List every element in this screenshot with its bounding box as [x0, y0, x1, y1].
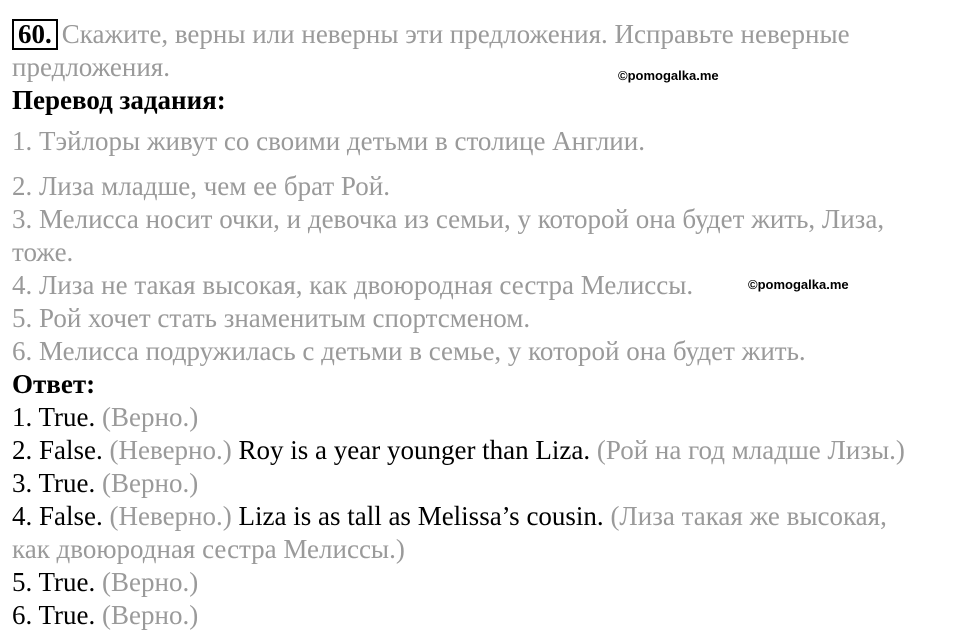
answer-heading: Ответ: [12, 369, 96, 399]
answer-6-en: 6. True. [12, 600, 96, 630]
watermark-middle: ©pomogalka.me [748, 277, 849, 292]
answer-2 [12, 434, 952, 467]
answer-4-correction-en: Liza is as tall as Melissa’s cousin. [238, 501, 604, 531]
translation-heading: Перевод задания: [12, 85, 226, 115]
answer-2-ru: (Неверно.) [109, 435, 232, 465]
answer-3-en: 3. True. [12, 468, 96, 498]
task-number: 60. [12, 19, 58, 50]
answer-4-correction-ru: (Лиза такая же высокая, [610, 501, 887, 531]
statement-2: 2. Лиза младше, чем ее брат Рой. [12, 171, 390, 201]
statement-6: 6. Мелисса подружилась с детьми в семье, у которой она будет жить. [12, 336, 806, 366]
answer-5-ru: (Верно.) [102, 567, 199, 597]
task-instruction-line1: Скажите, верны или неверны эти предложения. Исправьте неверные [61, 19, 850, 49]
answer-4-correction-ru-line2: как двоюродная сестра Мелиссы.) [12, 534, 405, 564]
answer-4-en: 4. False. [12, 501, 103, 531]
statement-5: 5. Рой хочет стать знаменитым спортсменом. [12, 303, 531, 333]
answer-1-ru: (Верно.) [102, 402, 199, 432]
answer-6 [12, 599, 952, 632]
answer-1-en: 1. True. [12, 402, 96, 432]
answer-6-ru: (Верно.) [102, 600, 199, 630]
statement-3-line2: тоже. [12, 237, 74, 267]
document-page [12, 18, 952, 632]
answer-1 [12, 401, 952, 434]
watermark-top: ©pomogalka.me [618, 68, 719, 83]
task-header [12, 18, 952, 51]
answer-2-en: 2. False. [12, 435, 103, 465]
statement-4: 4. Лиза не такая высокая, как двоюродная сестра Мелиссы. [12, 270, 694, 300]
task-instruction-line2: предложения. [12, 52, 170, 82]
answer-5-en: 5. True. [12, 567, 96, 597]
answer-4-ru: (Неверно.) [109, 501, 232, 531]
answer-3-ru: (Верно.) [102, 468, 199, 498]
statement-1: 1. Тэйлоры живут со своими детьми в столице Англии. [12, 126, 645, 156]
answer-5 [12, 566, 952, 599]
statement-3-line1: 3. Мелисса носит очки, и девочка из семьи, у которой она будет жить, Лиза, [12, 204, 885, 234]
answer-4 [12, 500, 952, 533]
answer-2-correction-en: Roy is a year younger than Liza. [238, 435, 591, 465]
answer-3 [12, 467, 952, 500]
answer-2-correction-ru: (Рой на год младше Лизы.) [596, 435, 905, 465]
